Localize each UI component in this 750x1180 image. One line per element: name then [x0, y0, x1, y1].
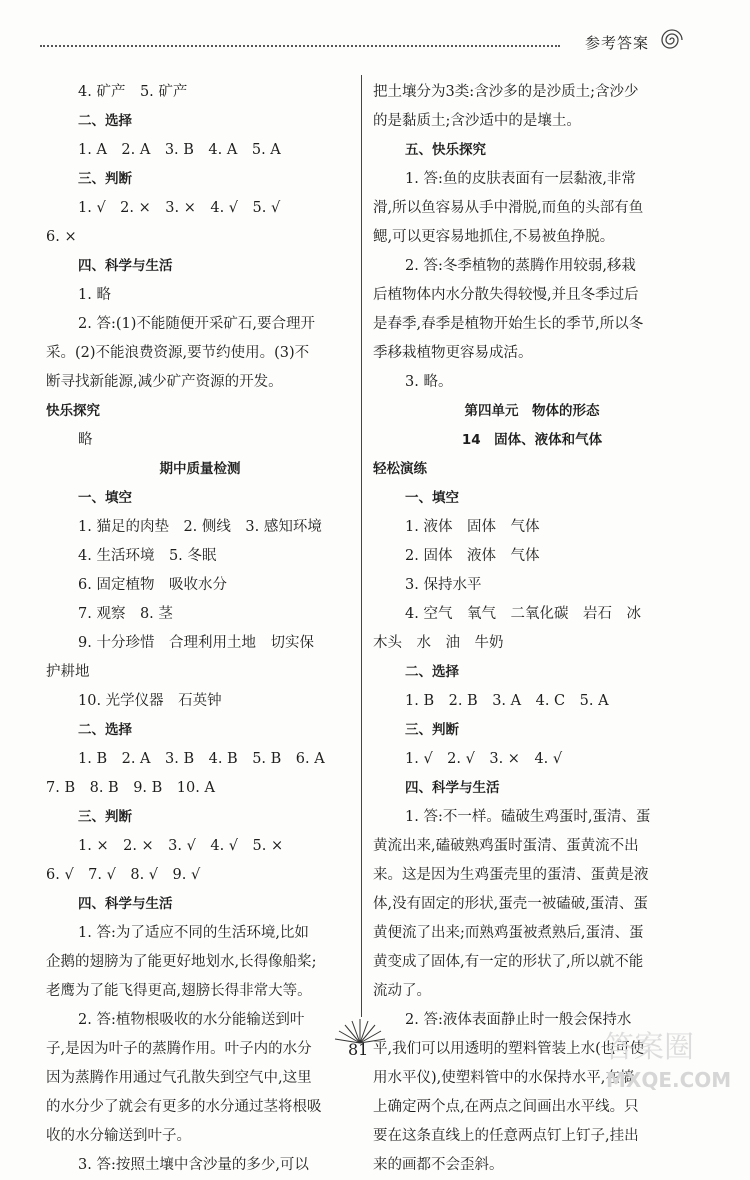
- text-line: 期中质量检测: [159, 461, 241, 477]
- text-line: 子,是因为叶子的蒸腾作用。叶子内的水分: [46, 1041, 312, 1057]
- text-line: 1. √ 2. √ 3. × 4. √: [405, 751, 563, 767]
- text-line: 四、科学与生活: [405, 780, 500, 796]
- text-line: 三、判断: [78, 809, 132, 825]
- text-line: 黄便流了出来;而熟鸡蛋被煮熟后,蛋清、蛋: [373, 925, 644, 941]
- text-line: 2. 答:植物根吸收的水分能输送到叶: [78, 1012, 305, 1028]
- text-line: 1. × 2. × 3. √ 4. √ 5. ×: [78, 838, 284, 854]
- text-line: 来。这是因为生鸡蛋壳里的蛋清、蛋黄是液: [373, 867, 649, 883]
- text-line: 1. A 2. A 3. B 4. A 5. A: [78, 142, 281, 158]
- text-line: 9. 十分珍惜 合理利用土地 切实保: [78, 635, 314, 651]
- header-label: 参考答案: [585, 34, 650, 52]
- svg-text:MXQE.COM: MXQE.COM: [606, 1068, 732, 1092]
- text-line: 2. 答:液体表面静止时一般会保持水: [405, 1012, 632, 1028]
- text-line: 1. 答:鱼的皮肤表面有一层黏液,非常: [405, 171, 636, 187]
- text-line: 四、科学与生活: [78, 896, 173, 912]
- text-line: 因为蒸腾作用通过气孔散失到空气中,这里: [46, 1070, 312, 1086]
- text-line: 1. B 2. B 3. A 4. C 5. A: [405, 693, 609, 709]
- text-line: 1. 略: [78, 287, 111, 303]
- text-line: 快乐探究: [46, 403, 100, 419]
- text-line: 3. 略。: [405, 374, 453, 390]
- text-line: 三、判断: [405, 722, 459, 738]
- text-line: 黄流出来,磕破熟鸡蛋时蛋清、蛋黄流不出: [373, 838, 639, 854]
- text-line: 1. B 2. A 3. B 4. B 5. B 6. A: [78, 751, 325, 767]
- text-line: 四、科学与生活: [78, 258, 173, 274]
- text-line: 企鹅的翅膀为了能更好地划水,长得像船桨;: [46, 954, 317, 970]
- text-line: 采。(2)不能浪费资源,要节约使用。(3)不: [46, 345, 310, 361]
- text-line: 1. 猫足的肉垫 2. 侧线 3. 感知环境: [78, 519, 322, 535]
- header-dotted-rule: [40, 45, 560, 47]
- text-line: 来的画都不会歪斜。: [373, 1157, 504, 1173]
- text-line: 一、填空: [405, 490, 459, 506]
- text-line: 的是黏质土;含沙适中的是壤土。: [373, 113, 581, 129]
- text-line: 上确定两个点,在两点之间画出水平线。只: [373, 1099, 639, 1115]
- text-line: 黄变成了固体,有一定的形状了,所以就不能: [373, 954, 644, 970]
- text-line: 老鹰为了能飞得更高,翅膀长得非常大等。: [46, 983, 312, 999]
- text-line: 滑,所以鱼容易从手中滑脱,而鱼的头部有鱼: [373, 200, 644, 216]
- text-line: 7. B 8. B 9. B 10. A: [46, 780, 215, 796]
- text-line: 季移栽植物更容易成活。: [373, 345, 533, 361]
- text-line: 1. √ 2. × 3. × 4. √ 5. √: [78, 200, 281, 216]
- text-line: 收的水分输送到叶子。: [46, 1128, 191, 1144]
- text-line: 鳃,可以更容易地抓住,不易被鱼挣脱。: [373, 229, 615, 245]
- text-line: 二、选择: [78, 113, 132, 129]
- text-line: 1. 液体 固体 气体: [405, 519, 540, 535]
- text-line: 略: [78, 432, 93, 448]
- text-line: 10. 光学仪器 石英钟: [78, 693, 222, 709]
- text-line: 断寻找新能源,减少矿产资源的开发。: [46, 374, 283, 390]
- right-column: [373, 78, 691, 1180]
- text-line: 的水分少了就会有更多的水分通过茎将根吸: [46, 1099, 322, 1115]
- text-line: 木头 水 油 牛奶: [373, 635, 504, 651]
- text-line: 4. 矿产 5. 矿产: [78, 84, 188, 100]
- text-line: 14 固体、液体和气体: [461, 432, 603, 448]
- text-line: 2. 答:冬季植物的蒸腾作用较弱,移栽: [405, 258, 636, 274]
- text-line: 后植物体内水分散失得较慢,并且冬季过后: [373, 287, 639, 303]
- text-line: 1. 答:不一样。磕破生鸡蛋时,蛋清、蛋: [405, 809, 651, 825]
- text-line: 要在这条直线上的任意两点钉上钉子,挂出: [373, 1128, 639, 1144]
- watermark-logo: [600, 1025, 740, 1093]
- text-line: 用水平仪),使塑料管中的水保持水平,在墙: [373, 1070, 635, 1086]
- text-line: 1. 答:为了适应不同的生活环境,比如: [78, 925, 309, 941]
- svg-text:答案圈: 答案圈: [604, 1030, 694, 1065]
- text-line: 4. 生活环境 5. 冬眠: [78, 548, 217, 564]
- text-line: 是春季,春季是植物开始生长的季节,所以冬: [373, 316, 644, 332]
- text-line: 2. 固体 液体 气体: [405, 548, 540, 564]
- spiral-icon: [657, 25, 687, 55]
- page-number: 81: [348, 1040, 369, 1059]
- text-line: 6. √ 7. √ 8. √ 9. √: [46, 867, 201, 883]
- text-line: 一、填空: [78, 490, 132, 506]
- text-line: 体,没有固定的形状,蛋壳一被磕破,蛋清、蛋: [373, 896, 648, 912]
- text-line: 五、快乐探究: [405, 142, 486, 158]
- text-line: 把土壤分为3类:含沙多的是沙质土;含沙少: [373, 84, 639, 100]
- text-line: 6. 固定植物 吸收水分: [78, 577, 227, 593]
- text-line: 护耕地: [46, 664, 90, 680]
- text-line: 轻松演练: [373, 461, 427, 477]
- text-line: 7. 观察 8. 茎: [78, 606, 173, 622]
- text-line: 流动了。: [373, 983, 431, 999]
- text-line: 6. ×: [46, 229, 77, 245]
- column-divider: [361, 75, 362, 1017]
- text-line: 3. 保持水平: [405, 577, 482, 593]
- text-line: 二、选择: [78, 722, 132, 738]
- text-line: 4. 空气 氧气 二氧化碳 岩石 冰: [405, 606, 641, 622]
- text-line: 2. 答:(1)不能随便开采矿石,要合理开: [78, 316, 315, 332]
- left-column: [46, 78, 354, 1180]
- text-line: 二、选择: [405, 664, 459, 680]
- text-line: 第四单元 物体的形态: [464, 403, 600, 419]
- text-line: 平,我们可以用透明的塑料管装上水(也可使: [373, 1041, 645, 1057]
- text-line: 三、判断: [78, 171, 132, 187]
- text-line: 3. 答:按照土壤中含沙量的多少,可以: [78, 1157, 309, 1173]
